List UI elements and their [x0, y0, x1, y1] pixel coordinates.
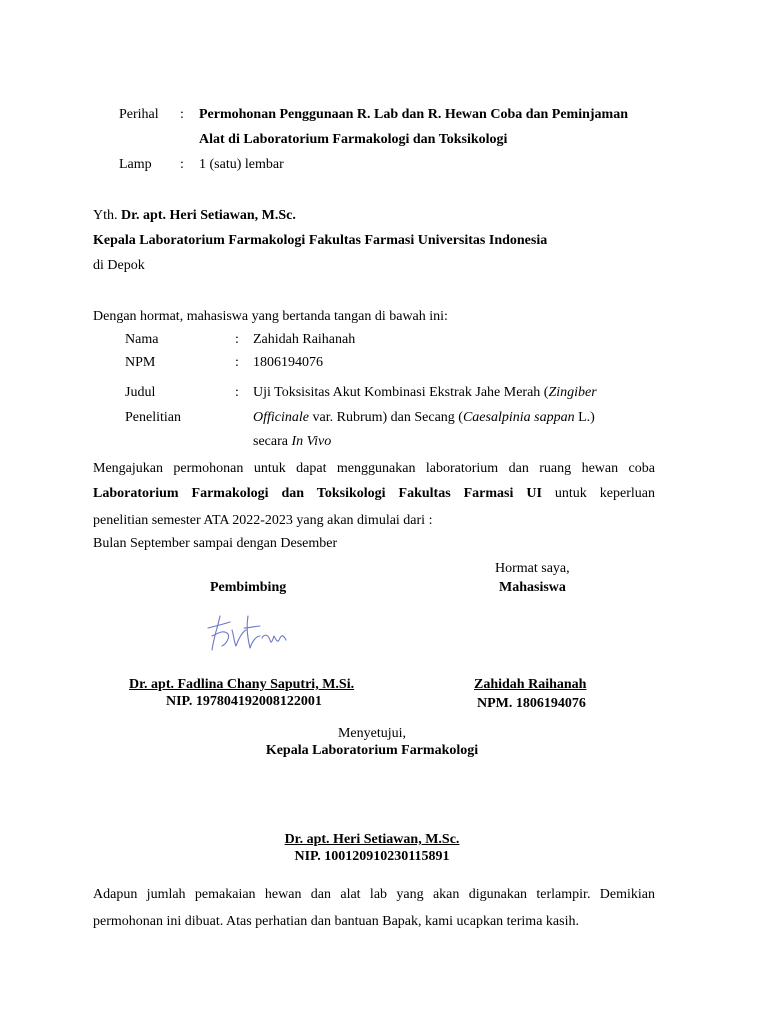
- closing-line-1: Adapun jumlah pemakaian hewan dan alat lab yang akan digunakan terlampir. Demikian: [93, 887, 655, 902]
- judul-italic-zingiber: Zingiber: [548, 385, 597, 400]
- perihal-label: Perihal: [119, 107, 159, 122]
- nama-label: Nama: [125, 332, 159, 347]
- perihal-line-2: Alat di Laboratorium Farmakologi dan Toksikologi: [199, 132, 508, 147]
- request-line-2-rest: untuk keperluan: [541, 486, 655, 501]
- closing-line-2: permohonan ini dibuat. Atas perhatian dan bantuan Bapak, kami ucapkan terima kasih.: [93, 914, 579, 929]
- recipient-yth: Yth.: [93, 208, 118, 223]
- judul-text-1: Uji Toksisitas Akut Kombinasi Ekstrak Jahe Merah (: [253, 385, 549, 400]
- judul-italic-officinale: Officinale: [253, 410, 309, 425]
- request-line-3: penelitian semester ATA 2022-2023 yang akan dimulai dari :: [93, 513, 433, 528]
- judul-line-1: [253, 384, 597, 402]
- perihal-colon: :: [180, 107, 184, 122]
- judul-colon: :: [235, 385, 239, 400]
- judul-italic-caesalpinia: Caesalpinia sappan: [462, 410, 575, 425]
- recipient-location: di Depok: [93, 258, 145, 273]
- request-lab-name: Laboratorium Farmakologi dan Toksikologi Fakultas Farmasi UI: [93, 486, 542, 501]
- recipient-name: Dr. apt. Heri Setiawan, M.Sc.: [121, 208, 296, 223]
- npm-colon: :: [235, 355, 239, 370]
- request-line-2: [93, 485, 655, 503]
- signature-image: [198, 606, 290, 656]
- request-line-1: Mengajukan permohonan untuk dapat menggunakan laboratorium dan ruang hewan coba: [93, 461, 655, 476]
- judul-italic-in-vivo: In Vivo: [291, 434, 332, 449]
- recipient-position: Kepala Laboratorium Farmakologi Fakultas Farmasi Universitas Indonesia: [93, 233, 548, 248]
- kepala-title: Kepala Laboratorium Farmakologi: [265, 743, 479, 758]
- npm-value: 1806194076: [253, 355, 323, 370]
- nama-value: Zahidah Raihanah: [253, 332, 356, 347]
- judul-label-1: Judul: [125, 385, 156, 400]
- recipient-line: [93, 207, 296, 225]
- mahasiswa-title: Mahasiswa: [499, 580, 566, 595]
- lamp-colon: :: [180, 157, 184, 172]
- judul-label-2: Penelitian: [125, 410, 181, 425]
- judul-line-3: [253, 433, 331, 451]
- mahasiswa-npm: NPM. 1806194076: [477, 696, 586, 711]
- perihal-line-1: Permohonan Penggunaan R. Lab dan R. Hewan Coba dan Peminjaman: [199, 107, 629, 122]
- kepala-name-wrap: [234, 831, 510, 849]
- nama-colon: :: [235, 332, 239, 347]
- pembimbing-name: Dr. apt. Fadlina Chany Saputri, M.Si.: [129, 677, 355, 692]
- mahasiswa-name: Zahidah Raihanah: [474, 677, 587, 692]
- npm-label: NPM: [125, 355, 156, 370]
- lamp-label: Lamp: [119, 157, 152, 172]
- judul-text-3: secara: [253, 434, 292, 449]
- judul-text-2: var. Rubrum) dan Secang (: [309, 410, 463, 425]
- judul-text-2-end: L.): [574, 410, 595, 425]
- opening-sentence: Dengan hormat, mahasiswa yang bertanda tangan di bawah ini:: [93, 309, 448, 324]
- kepala-nip: NIP. 100120910230115891: [294, 849, 450, 864]
- hormat-saya: Hormat saya,: [495, 561, 570, 576]
- judul-line-2: [253, 409, 595, 427]
- pembimbing-nip: NIP. 197804192008122001: [166, 694, 322, 709]
- kepala-name: Dr. apt. Heri Setiawan, M.Sc.: [284, 832, 460, 847]
- lamp-value: 1 (satu) lembar: [199, 157, 284, 172]
- pembimbing-title: Pembimbing: [210, 580, 287, 595]
- request-period: Bulan September sampai dengan Desember: [93, 536, 338, 551]
- menyetujui: Menyetujui,: [337, 726, 407, 741]
